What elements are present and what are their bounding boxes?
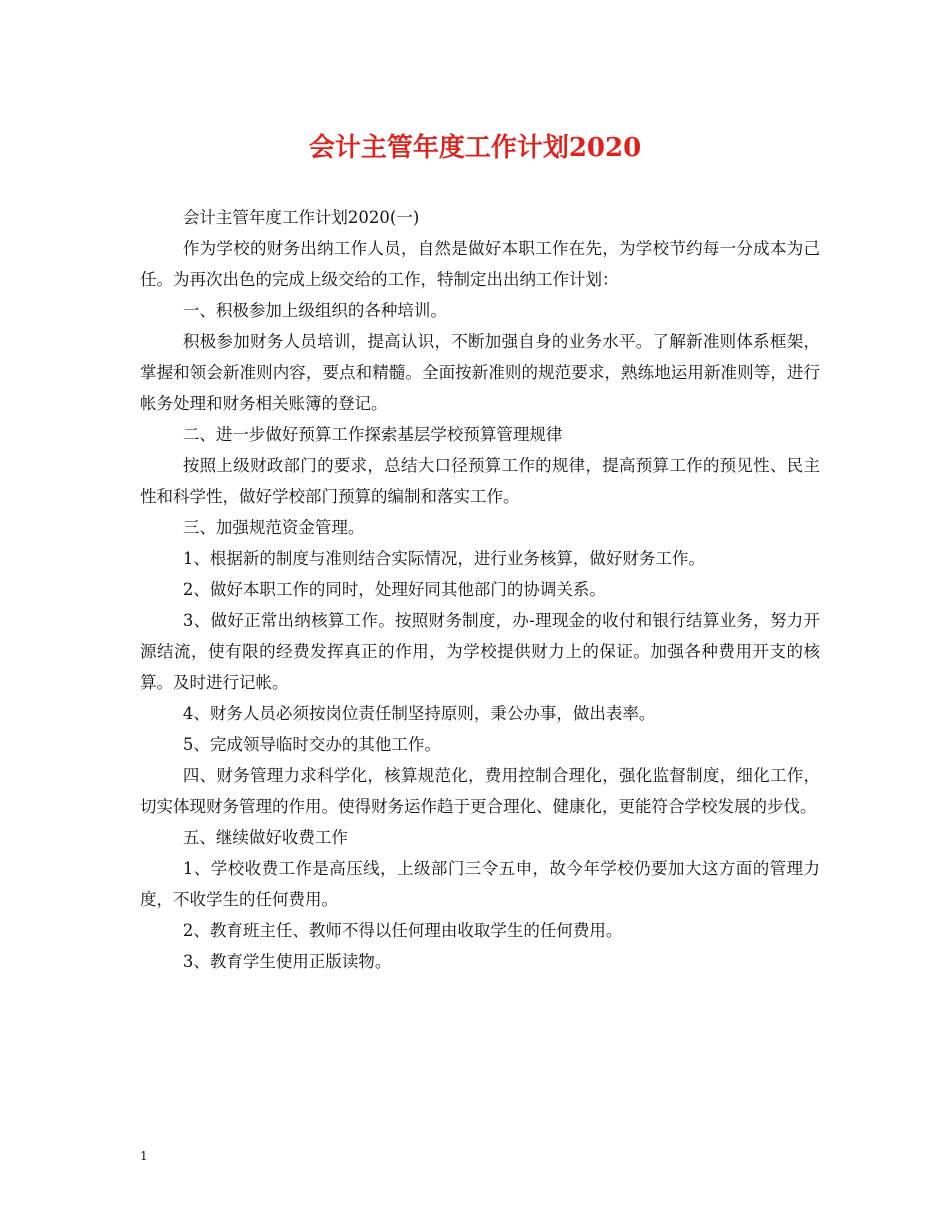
paragraph-subtitle: 会计主管年度工作计划2020(一) — [182, 208, 420, 227]
list-item-3-3: 3、做好正常出纳核算工作。按照财务制度，办-理现金的收付和银行结算业务，努力开源结流，使有限的经费发挥真正的作用，为学校提供财力上的保证。加强各种费用开支的核算。及时进行记帐。 — [140, 611, 820, 692]
section-heading-1: 一、积极参加上级组织的各种培训。 — [182, 301, 447, 320]
list-item-3-1: 1、根据新的制度与准则结合实际情况，进行业务核算，做好财务工作。 — [182, 549, 705, 568]
list-item-3-4: 4、财务人员必须按岗位责任制坚持原则，秉公办事，做出表率。 — [182, 704, 656, 723]
section-heading-2: 二、进一步做好预算工作探索基层学校预算管理规律 — [182, 425, 563, 444]
list-item-5-1: 1、学校收费工作是高压线，上级部门三令五申，故今年学校仍要加大这方面的管理力度，不收学生的任何费用。 — [140, 859, 820, 909]
section-heading-3: 三、加强规范资金管理。 — [182, 518, 365, 537]
page-number: 1 — [140, 1149, 148, 1163]
paragraph-intro: 作为学校的财务出纳工作人员，自然是做好本职工作在先，为学校节约每一分成本为己任。为再次出色的完成上级交给的工作，特制定出出纳工作计划： — [140, 239, 820, 289]
list-item-5-2: 2、教育班主任、教师不得以任何理由收取学生的任何费用。 — [182, 921, 623, 940]
document-title: 会计主管年度工作计划2020 — [308, 133, 642, 163]
section-heading-4: 四、财务管理力求科学化，核算规范化，费用控制合理化，强化监督制度，细化工作，切实体现财务管理的作用。使得财务运作趋于更合理化、健康化，更能符合学校发展的步伐。 — [140, 766, 820, 816]
list-item-3-5: 5、完成领导临时交办的其他工作。 — [182, 735, 441, 754]
list-item-3-2: 2、做好本职工作的同时，处理好同其他部门的协调关系。 — [182, 580, 606, 599]
list-item-5-3: 3、教育学生使用正版读物。 — [182, 952, 392, 971]
section-heading-5: 五、继续做好收费工作 — [182, 828, 348, 847]
paragraph-budget: 按照上级财政部门的要求，总结大口径预算工作的规律，提高预算工作的预见性、民主性和科学性，做好学校部门预算的编制和落实工作。 — [140, 456, 820, 506]
paragraph-training: 积极参加财务人员培训，提高认识，不断加强自身的业务水平。了解新准则体系框架，掌握和领会新准则内容，要点和精髓。全面按新准则的规范要求，熟练地运用新准则等，进行帐务处理和财务相关账簿的登记。 — [140, 332, 820, 413]
document-body — [140, 202, 820, 977]
